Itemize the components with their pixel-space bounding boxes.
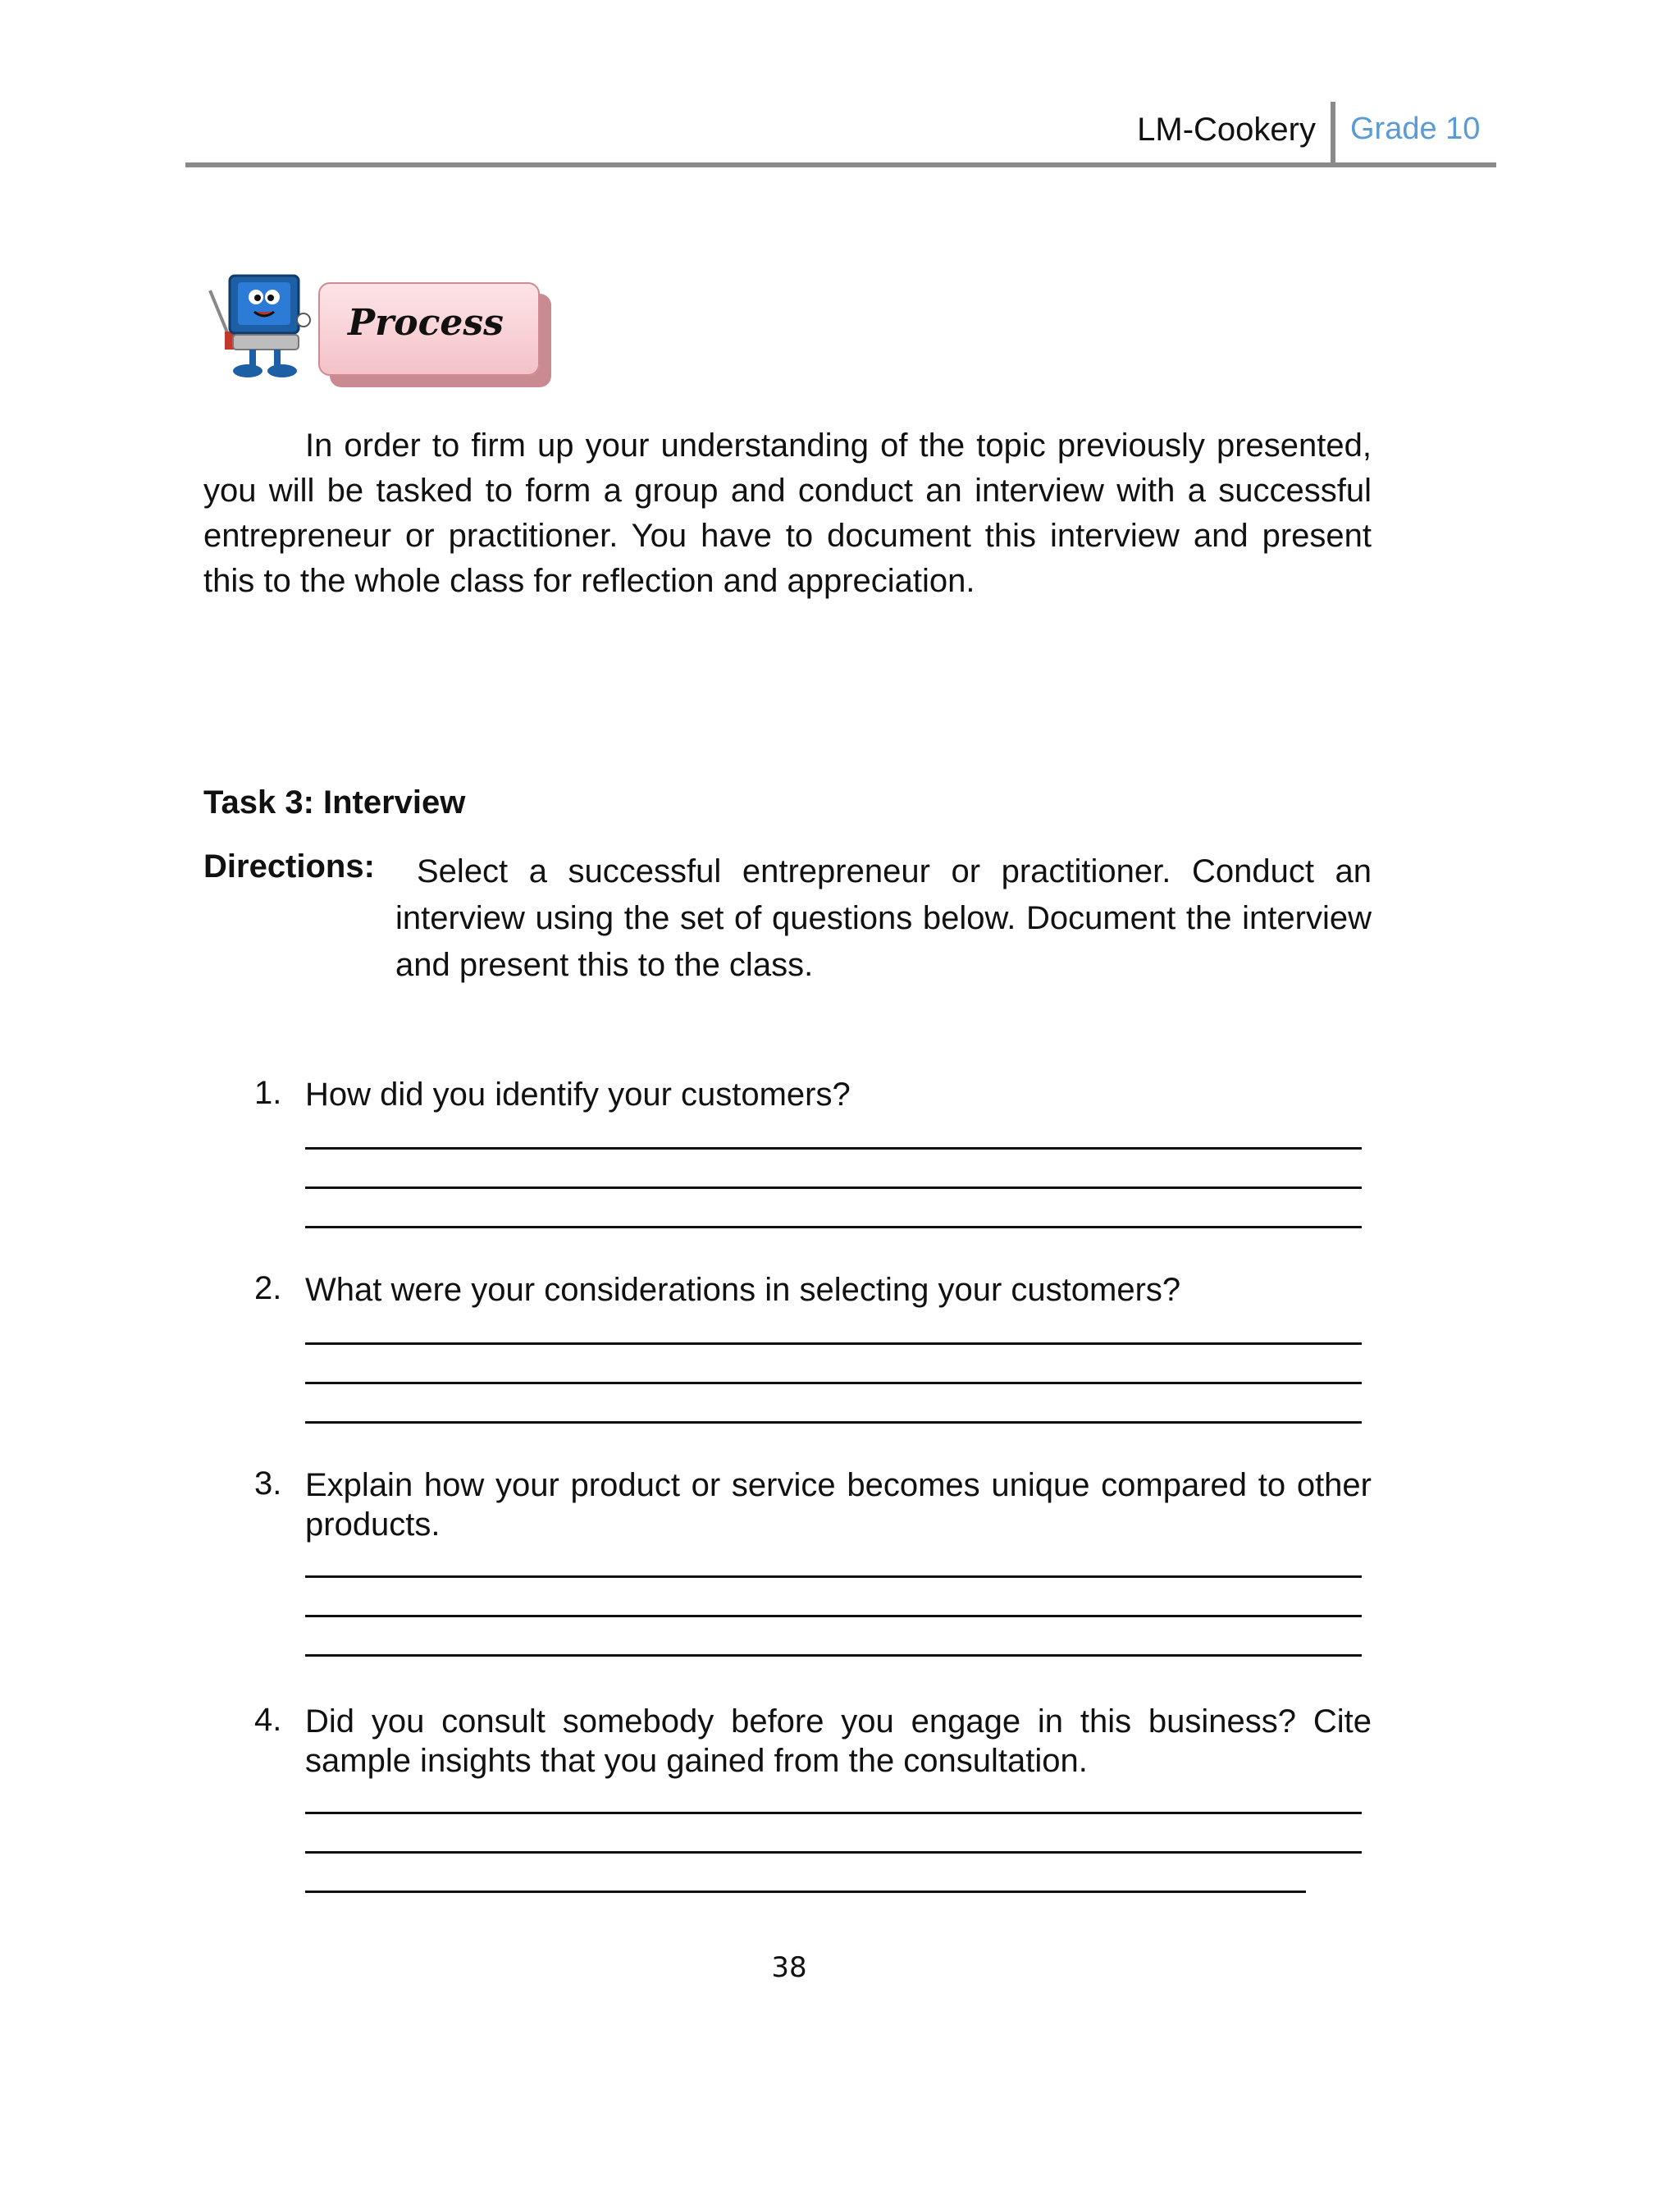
question-text: Did you consult somebody before you engage in this business? Cite sample insights that you gained from the consultation. bbox=[305, 1703, 1372, 1779]
question-number: 1. bbox=[254, 1075, 282, 1111]
header-grade: Grade 10 bbox=[1350, 112, 1481, 146]
intro-paragraph: In order to firm up your understanding of the topic previously presented, you will be tasked to form a group and conduct an interview with a successful entrepreneur or practitioner. You have to document this interview and present this to the whole class for reflection and appreciation. bbox=[203, 427, 1372, 599]
task-title: Task 3: Interview bbox=[203, 784, 466, 821]
question-text: Explain how your product or service becomes unique compared to other products. bbox=[305, 1467, 1372, 1543]
answer-line[interactable] bbox=[305, 1654, 1362, 1657]
answer-line[interactable] bbox=[305, 1382, 1362, 1384]
header-divider bbox=[1331, 102, 1335, 166]
answer-line[interactable] bbox=[305, 1891, 1306, 1893]
answer-line[interactable] bbox=[305, 1851, 1362, 1854]
question-number: 3. bbox=[254, 1465, 282, 1502]
answer-line[interactable] bbox=[305, 1812, 1362, 1814]
computer-mascot-icon bbox=[200, 266, 323, 381]
answer-line[interactable] bbox=[305, 1342, 1362, 1345]
question-number: 4. bbox=[254, 1702, 282, 1738]
section-badge-label: Process bbox=[348, 302, 504, 344]
page-number: 38 bbox=[771, 1951, 807, 1984]
directions-text: Select a successful entrepreneur or practitioner. Conduct an interview using the set of questions below. Document the interview and present this to the class. bbox=[395, 853, 1372, 983]
answer-line[interactable] bbox=[305, 1147, 1362, 1150]
answer-line[interactable] bbox=[305, 1421, 1362, 1424]
header-rule bbox=[185, 162, 1496, 167]
answer-line[interactable] bbox=[305, 1575, 1362, 1578]
answer-line[interactable] bbox=[305, 1615, 1362, 1617]
question-text: What were your considerations in selecting your customers? bbox=[305, 1272, 1181, 1308]
directions-label: Directions: bbox=[203, 848, 375, 885]
question-number: 2. bbox=[254, 1270, 282, 1306]
section-badge bbox=[318, 282, 540, 376]
answer-line[interactable] bbox=[305, 1226, 1362, 1228]
question-text: How did you identify your customers? bbox=[305, 1077, 851, 1113]
answer-line[interactable] bbox=[305, 1186, 1362, 1189]
header-subject: LM-Cookery bbox=[1137, 112, 1316, 148]
